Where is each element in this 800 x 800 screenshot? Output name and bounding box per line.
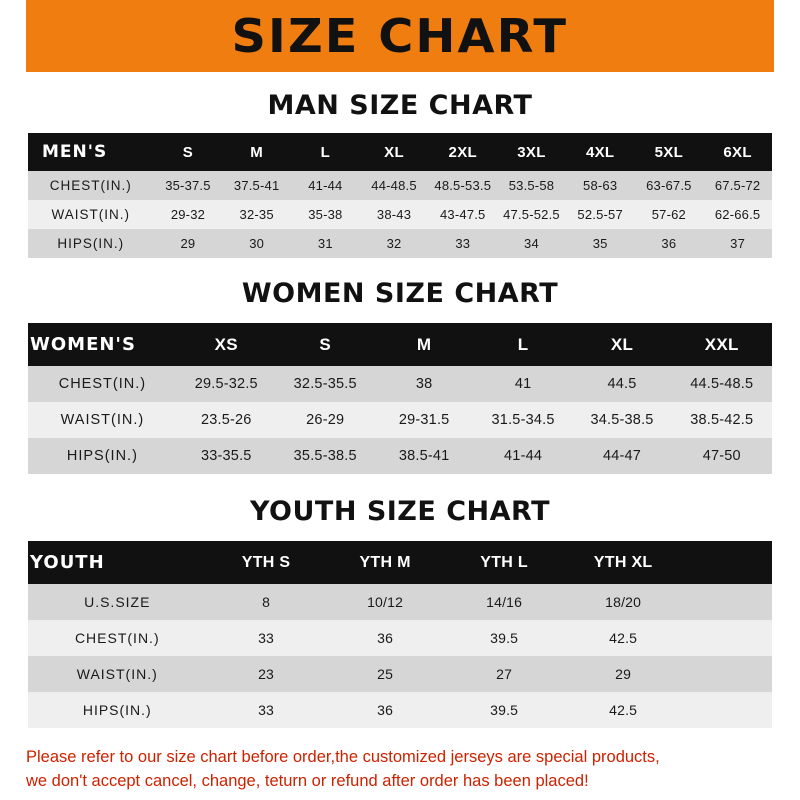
man-row0-c1: 37.5-41: [233, 178, 280, 193]
youth-row3-c1: 36: [377, 702, 394, 718]
man-row2-c5: 34: [524, 236, 539, 251]
man-row2-c8: 37: [730, 236, 746, 251]
youth-row0-c0: 8: [262, 594, 271, 610]
women-row1-c3: 31.5-34.5: [491, 412, 555, 428]
man-row0-c6: 58-63: [583, 178, 618, 193]
table-row: [28, 620, 772, 656]
youth-header-label: YOUTH: [30, 552, 105, 573]
women-row1-c1: 26-29: [306, 412, 345, 428]
man-row0-c8: 67.5-72: [714, 178, 761, 193]
youth-section-title: YOUTH SIZE CHART: [249, 496, 551, 527]
youth-header-s: YTH S: [241, 553, 291, 571]
youth-header-xl: YTH XL: [593, 553, 653, 571]
youth-row1-spacer: [683, 620, 772, 656]
youth-row3-c2: 39.5: [490, 702, 519, 718]
women-header-m: M: [416, 334, 432, 354]
youth-header-spacer: [683, 541, 772, 584]
youth-row2-c3: 29: [615, 666, 632, 682]
women-section-title: WOMEN SIZE CHART: [241, 278, 559, 309]
man-row0-c2: 41-44: [308, 178, 343, 193]
footnote: [26, 746, 774, 794]
women-header-xxl: XXL: [704, 334, 739, 354]
women-row0-c0: 29.5-32.5: [194, 376, 258, 392]
table-header-row: [28, 541, 772, 584]
women-row2-c4: 44-47: [602, 448, 642, 464]
youth-row3-spacer: [683, 692, 772, 728]
man-row0-c3: 44-48.5: [371, 178, 417, 193]
man-header-4xl: 4XL: [585, 143, 615, 161]
man-row2-c0: 29: [180, 236, 196, 251]
man-row2-c3: 32: [386, 236, 402, 251]
youth-row2-c0: 23: [258, 666, 275, 682]
youth-row0-c1: 10/12: [367, 594, 404, 610]
man-row1-c4: 43-47.5: [440, 207, 486, 222]
youth-row3-c0: 33: [258, 702, 275, 718]
women-header-l: L: [517, 334, 529, 354]
table-row: [28, 692, 772, 728]
man-header-2xl: 2XL: [448, 143, 477, 161]
women-row2-label: HIPS(IN.): [66, 448, 138, 464]
women-row0-c2: 38: [415, 376, 433, 392]
banner-stripe-right: [774, 0, 800, 72]
women-row1-c5: 38.5-42.5: [690, 412, 754, 428]
youth-row2-label: WAIST(IN.): [76, 666, 158, 682]
youth-row2-c2: 27: [496, 666, 513, 682]
table-header-row: [28, 323, 772, 366]
man-row2-c4: 33: [455, 236, 471, 251]
man-size-table-wrap: [28, 133, 772, 258]
women-row0-label: CHEST(IN.): [58, 376, 147, 392]
youth-row3-c3: 42.5: [609, 702, 638, 718]
youth-row2-c1: 25: [377, 666, 394, 682]
women-row0-c4: 44.5: [607, 376, 637, 392]
youth-row1-c2: 39.5: [490, 630, 519, 646]
women-row2-c0: 33-35.5: [200, 448, 252, 464]
man-row1-c2: 35-38: [308, 207, 343, 222]
youth-row0-spacer: [683, 584, 772, 620]
man-row2-label: HIPS(IN.): [57, 236, 125, 251]
youth-row0-c2: 14/16: [486, 594, 523, 610]
man-row1-c8: 62-66.5: [714, 207, 761, 222]
man-header-6xl: 6XL: [723, 143, 752, 161]
man-row2-c1: 30: [249, 236, 265, 251]
youth-size-table: [28, 541, 772, 728]
man-section-title: MAN SIZE CHART: [267, 90, 533, 121]
page-title: SIZE CHART: [231, 9, 569, 63]
table-row: [28, 171, 772, 200]
man-row2-c6: 35: [592, 236, 608, 251]
women-row0-c3: 41: [514, 376, 532, 392]
man-row1-c5: 47.5-52.5: [503, 207, 560, 222]
women-row2-c2: 38.5-41: [398, 448, 450, 464]
man-header-l: L: [320, 143, 331, 161]
footnote-line-2: we don't accept cancel, change, teturn or refund after order has been placed!: [26, 771, 589, 790]
youth-row0-c3: 18/20: [605, 594, 642, 610]
women-row0-c1: 32.5-35.5: [293, 376, 357, 392]
man-row0-c7: 63-67.5: [646, 178, 692, 193]
table-row: [28, 402, 772, 438]
man-row0-c4: 48.5-53.5: [434, 178, 492, 193]
man-row0-c0: 35-37.5: [165, 178, 211, 193]
man-row1-c1: 32-35: [239, 207, 274, 222]
man-row1-c0: 29-32: [170, 207, 206, 222]
man-size-table: [28, 133, 772, 258]
women-size-table: [28, 323, 772, 474]
women-row1-c0: 23.5-26: [200, 412, 252, 428]
footnote-line-1: Please refer to our size chart before order,the customized jerseys are special products,: [26, 748, 660, 766]
man-row1-label: WAIST(IN.): [51, 207, 131, 222]
women-header-s: S: [319, 334, 332, 354]
table-row: [28, 229, 772, 258]
youth-row1-c1: 36: [377, 630, 394, 646]
youth-row2-spacer: [683, 656, 772, 692]
table-header-row: [28, 133, 772, 171]
women-header-xl: XL: [610, 334, 634, 354]
page-banner: [0, 0, 800, 72]
table-row: [28, 366, 772, 402]
man-header-xl: XL: [384, 143, 404, 161]
women-row1-c2: 29-31.5: [398, 412, 450, 428]
women-row0-c5: 44.5-48.5: [690, 376, 754, 392]
man-row1-c3: 38-43: [376, 207, 412, 222]
women-row2-c1: 35.5-38.5: [293, 448, 357, 464]
man-row0-c5: 53.5-58: [508, 178, 555, 193]
man-row2-c7: 36: [661, 236, 677, 251]
women-size-table-wrap: [28, 323, 772, 474]
man-header-5xl: 5XL: [654, 143, 684, 161]
man-header-s: S: [182, 143, 194, 161]
youth-row1-label: CHEST(IN.): [74, 630, 160, 646]
banner-stripe-left: [0, 0, 26, 72]
man-row2-c2: 31: [317, 236, 333, 251]
women-header-xs: XS: [214, 334, 238, 354]
women-row1-label: WAIST(IN.): [60, 412, 145, 428]
youth-row1-c3: 42.5: [609, 630, 638, 646]
man-header-m: M: [250, 143, 264, 161]
youth-size-table-wrap: [28, 541, 772, 728]
table-row: [28, 584, 772, 620]
table-row: [28, 656, 772, 692]
women-row2-c5: 47-50: [702, 448, 741, 464]
youth-header-l: YTH L: [480, 553, 528, 571]
man-row1-c7: 57-62: [651, 207, 686, 222]
man-header-3xl: 3XL: [517, 143, 546, 161]
table-row: [28, 200, 772, 229]
man-row1-c6: 52.5-57: [577, 207, 623, 222]
youth-row3-label: HIPS(IN.): [82, 702, 152, 718]
youth-row1-c0: 33: [258, 630, 275, 646]
youth-row0-label: U.S.SIZE: [84, 594, 151, 610]
man-row0-label: CHEST(IN.): [49, 178, 132, 193]
women-header-label: WOMEN'S: [30, 334, 136, 355]
women-row2-c3: 41-44: [504, 448, 543, 464]
women-row1-c4: 34.5-38.5: [590, 412, 654, 428]
youth-header-m: YTH M: [359, 553, 411, 571]
table-row: [28, 438, 772, 474]
man-header-label: MEN'S: [42, 142, 108, 162]
